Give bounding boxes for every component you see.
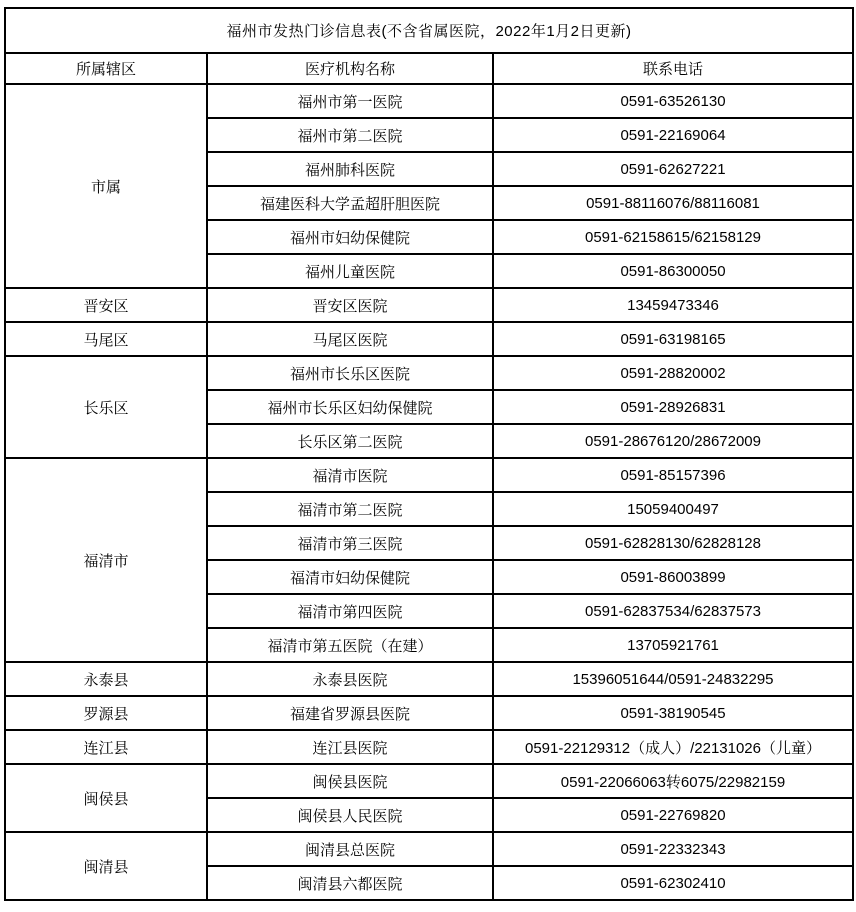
institution-name-cell: 福清市第二医院: [207, 492, 493, 526]
phone-cell: 13705921761: [493, 628, 853, 662]
fever-clinic-info-table: [4, 7, 854, 901]
institution-name-cell: 长乐区第二医院: [207, 424, 493, 458]
institution-name-cell: 马尾区医院: [207, 322, 493, 356]
phone-cell: 0591-22169064: [493, 118, 853, 152]
institution-name-cell: 福州市第一医院: [207, 84, 493, 118]
district-cell: 罗源县: [5, 696, 207, 730]
institution-name-cell: 福清市第四医院: [207, 594, 493, 628]
institution-name-cell: 福州肺科医院: [207, 152, 493, 186]
phone-cell: 15396051644/0591-24832295: [493, 662, 853, 696]
phone-cell: 0591-22066063转6075/22982159: [493, 764, 853, 798]
table-row: [5, 730, 853, 764]
table-row: [5, 458, 853, 492]
table-row: [5, 696, 853, 730]
institution-name-cell: 福清市第五医院（在建）: [207, 628, 493, 662]
table-row: [5, 832, 853, 866]
column-header-phone: 联系电话: [493, 53, 853, 84]
table-body: [5, 84, 853, 900]
district-cell: 长乐区: [5, 356, 207, 458]
phone-cell: 0591-88116076/88116081: [493, 186, 853, 220]
institution-name-cell: 闽侯县医院: [207, 764, 493, 798]
header-row: [5, 53, 853, 84]
district-cell: 福清市: [5, 458, 207, 662]
institution-name-cell: 福州市长乐区妇幼保健院: [207, 390, 493, 424]
table-row: [5, 288, 853, 322]
phone-cell: 15059400497: [493, 492, 853, 526]
institution-name-cell: 福清市医院: [207, 458, 493, 492]
phone-cell: 0591-62627221: [493, 152, 853, 186]
phone-cell: 0591-63198165: [493, 322, 853, 356]
phone-cell: 0591-22129312（成人）/22131026（儿童）: [493, 730, 853, 764]
district-cell: 闽侯县: [5, 764, 207, 832]
phone-cell: 0591-86003899: [493, 560, 853, 594]
phone-cell: 0591-22769820: [493, 798, 853, 832]
district-cell: 晋安区: [5, 288, 207, 322]
institution-name-cell: 闽侯县人民医院: [207, 798, 493, 832]
institution-name-cell: 永泰县医院: [207, 662, 493, 696]
institution-name-cell: 福建省罗源县医院: [207, 696, 493, 730]
phone-cell: 13459473346: [493, 288, 853, 322]
phone-cell: 0591-62828130/62828128: [493, 526, 853, 560]
district-cell: 连江县: [5, 730, 207, 764]
institution-name-cell: 连江县医院: [207, 730, 493, 764]
institution-name-cell: 福州市妇幼保健院: [207, 220, 493, 254]
phone-cell: 0591-62158615/62158129: [493, 220, 853, 254]
phone-cell: 0591-22332343: [493, 832, 853, 866]
district-cell: 闽清县: [5, 832, 207, 900]
district-cell: 永泰县: [5, 662, 207, 696]
institution-name-cell: 闽清县六都医院: [207, 866, 493, 900]
phone-cell: 0591-63526130: [493, 84, 853, 118]
table-title: 福州市发热门诊信息表(不含省属医院，2022年1月2日更新): [5, 8, 853, 53]
institution-name-cell: 晋安区医院: [207, 288, 493, 322]
table-row: [5, 84, 853, 118]
title-row: [5, 8, 853, 53]
phone-cell: 0591-62837534/62837573: [493, 594, 853, 628]
table-row: [5, 662, 853, 696]
institution-name-cell: 福建医科大学孟超肝胆医院: [207, 186, 493, 220]
district-cell: 市属: [5, 84, 207, 288]
phone-cell: 0591-28926831: [493, 390, 853, 424]
institution-name-cell: 闽清县总医院: [207, 832, 493, 866]
district-cell: 马尾区: [5, 322, 207, 356]
institution-name-cell: 福清市妇幼保健院: [207, 560, 493, 594]
institution-name-cell: 福清市第三医院: [207, 526, 493, 560]
table-row: [5, 764, 853, 798]
institution-name-cell: 福州儿童医院: [207, 254, 493, 288]
institution-name-cell: 福州市长乐区医院: [207, 356, 493, 390]
table-row: [5, 356, 853, 390]
phone-cell: 0591-38190545: [493, 696, 853, 730]
phone-cell: 0591-28676120/28672009: [493, 424, 853, 458]
phone-cell: 0591-28820002: [493, 356, 853, 390]
phone-cell: 0591-85157396: [493, 458, 853, 492]
phone-cell: 0591-62302410: [493, 866, 853, 900]
institution-name-cell: 福州市第二医院: [207, 118, 493, 152]
column-header-institution: 医疗机构名称: [207, 53, 493, 84]
table-row: [5, 322, 853, 356]
column-header-district: 所属辖区: [5, 53, 207, 84]
phone-cell: 0591-86300050: [493, 254, 853, 288]
